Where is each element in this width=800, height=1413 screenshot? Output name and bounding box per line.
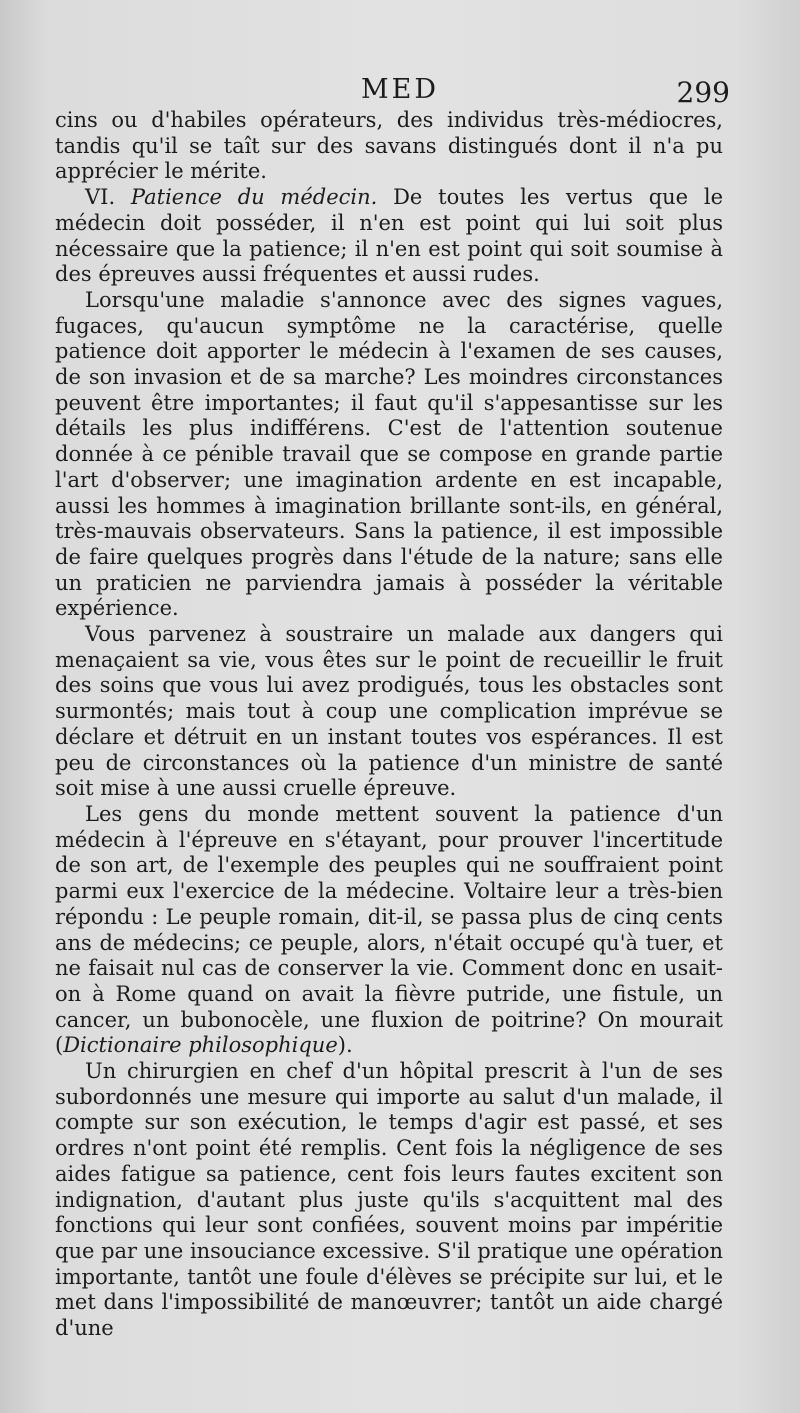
- paragraph: [55, 288, 723, 622]
- citation: Dictionaire philosophique: [63, 1033, 338, 1058]
- paragraph-continued: [55, 108, 723, 185]
- paragraph: [55, 1059, 723, 1342]
- paragraph-text: De toutes les vertus que le médecin doit posséder, il n'en est point qui lui soit plus nécessaire que la patience; il n'en est point qui soit soumise à des épreuves aussi fréquentes et aussi rudes.: [55, 185, 723, 287]
- paragraph: [55, 622, 723, 802]
- paragraph-section-vi: [55, 185, 723, 288]
- paragraph-text: Vous parvenez à soustraire un malade aux dangers qui menaçaient sa vie, vous êtes sur le point de recueillir le fruit des soins que vous lui avez prodigués, tous les obstacles sont surmontés; mais tout à coup une complication imprévue se déclare et détruit en un instant toutes vos espérances. Il est peu de circonstances où la patience d'un ministre de santé soit mise à une aussi cruelle épreuve.: [55, 622, 723, 801]
- paragraph-text: cins ou d'habiles opérateurs, des individus très-médiocres, tandis qu'il se taît sur des savans distingués dont il n'a pu apprécier le mérite.: [55, 108, 723, 184]
- section-number: VI.: [85, 185, 131, 210]
- paragraph-text: Les gens du monde mettent souvent la patience d'un médecin à l'épreuve en s'étayant, pour prouver l'incertitude de son art, de l'exemple des peuples qui ne souffraient point parmi eux l'exercice de la médecine. Voltaire leur a très-bien répondu : Le peuple romain, dit-il, se passa plus de cinq cents ans de médecins; ce peuple, alors, n'était occupé qu'à tuer, et ne faisait nul cas de conserver la vie. Comment donc en usait-on à Rome quand on avait la fièvre putride, une fistule, un cancer, un bubonocèle, une fluxion de poitrine? On mourait (: [55, 801, 723, 1058]
- running-title: MED: [360, 74, 439, 105]
- page-number: 299: [676, 76, 730, 109]
- paragraph-tail: ).: [337, 1033, 353, 1058]
- body-text: [55, 108, 723, 1342]
- paragraph-text: Un chirurgien en chef d'un hôpital prescrit à l'un de ses subordonnés une mesure qui importe au salut d'un malade, il compte sur son exécution, le temps d'agir est passé, et ses ordres n'ont point été remplis. Cent fois la négligence de ses aides fatigue sa patience, cent fois leurs fautes excitent son indignation, d'autant plus juste qu'ils s'acquittent mal des fonctions qui leur sont confiées, souvent moins par impéritie que par une insouciance excessive. S'il pratique une opération importante, tantôt une foule d'élèves se précipite sur lui, et le met dans l'impossibilité de manœuvrer; tantôt un aide chargé d'une: [55, 1059, 723, 1341]
- section-heading: Patience du médecin.: [130, 185, 378, 210]
- paragraph: [55, 802, 723, 1059]
- paragraph-text: Lorsqu'une maladie s'annonce avec des signes vagues, fugaces, qu'aucun symptôme ne la caractérise, quelle patience doit apporter le médecin à l'examen de ses causes, de son invasion et de sa marche? Les moindres circonstances peuvent être importantes; il faut qu'il s'appesantisse sur les détails les plus indifférens. C'est de l'attention soutenue donnée à ce pénible travail que se compose en grande partie l'art d'observer; une imagination ardente en est incapable, aussi les hommes à imagination brillante sont-ils, en général, très-mauvais observateurs. Sans la patience, il est impossible de faire quelques progrès dans l'étude de la nature; sans elle un praticien ne parviendra jamais à posséder la véritable expérience.: [55, 287, 723, 621]
